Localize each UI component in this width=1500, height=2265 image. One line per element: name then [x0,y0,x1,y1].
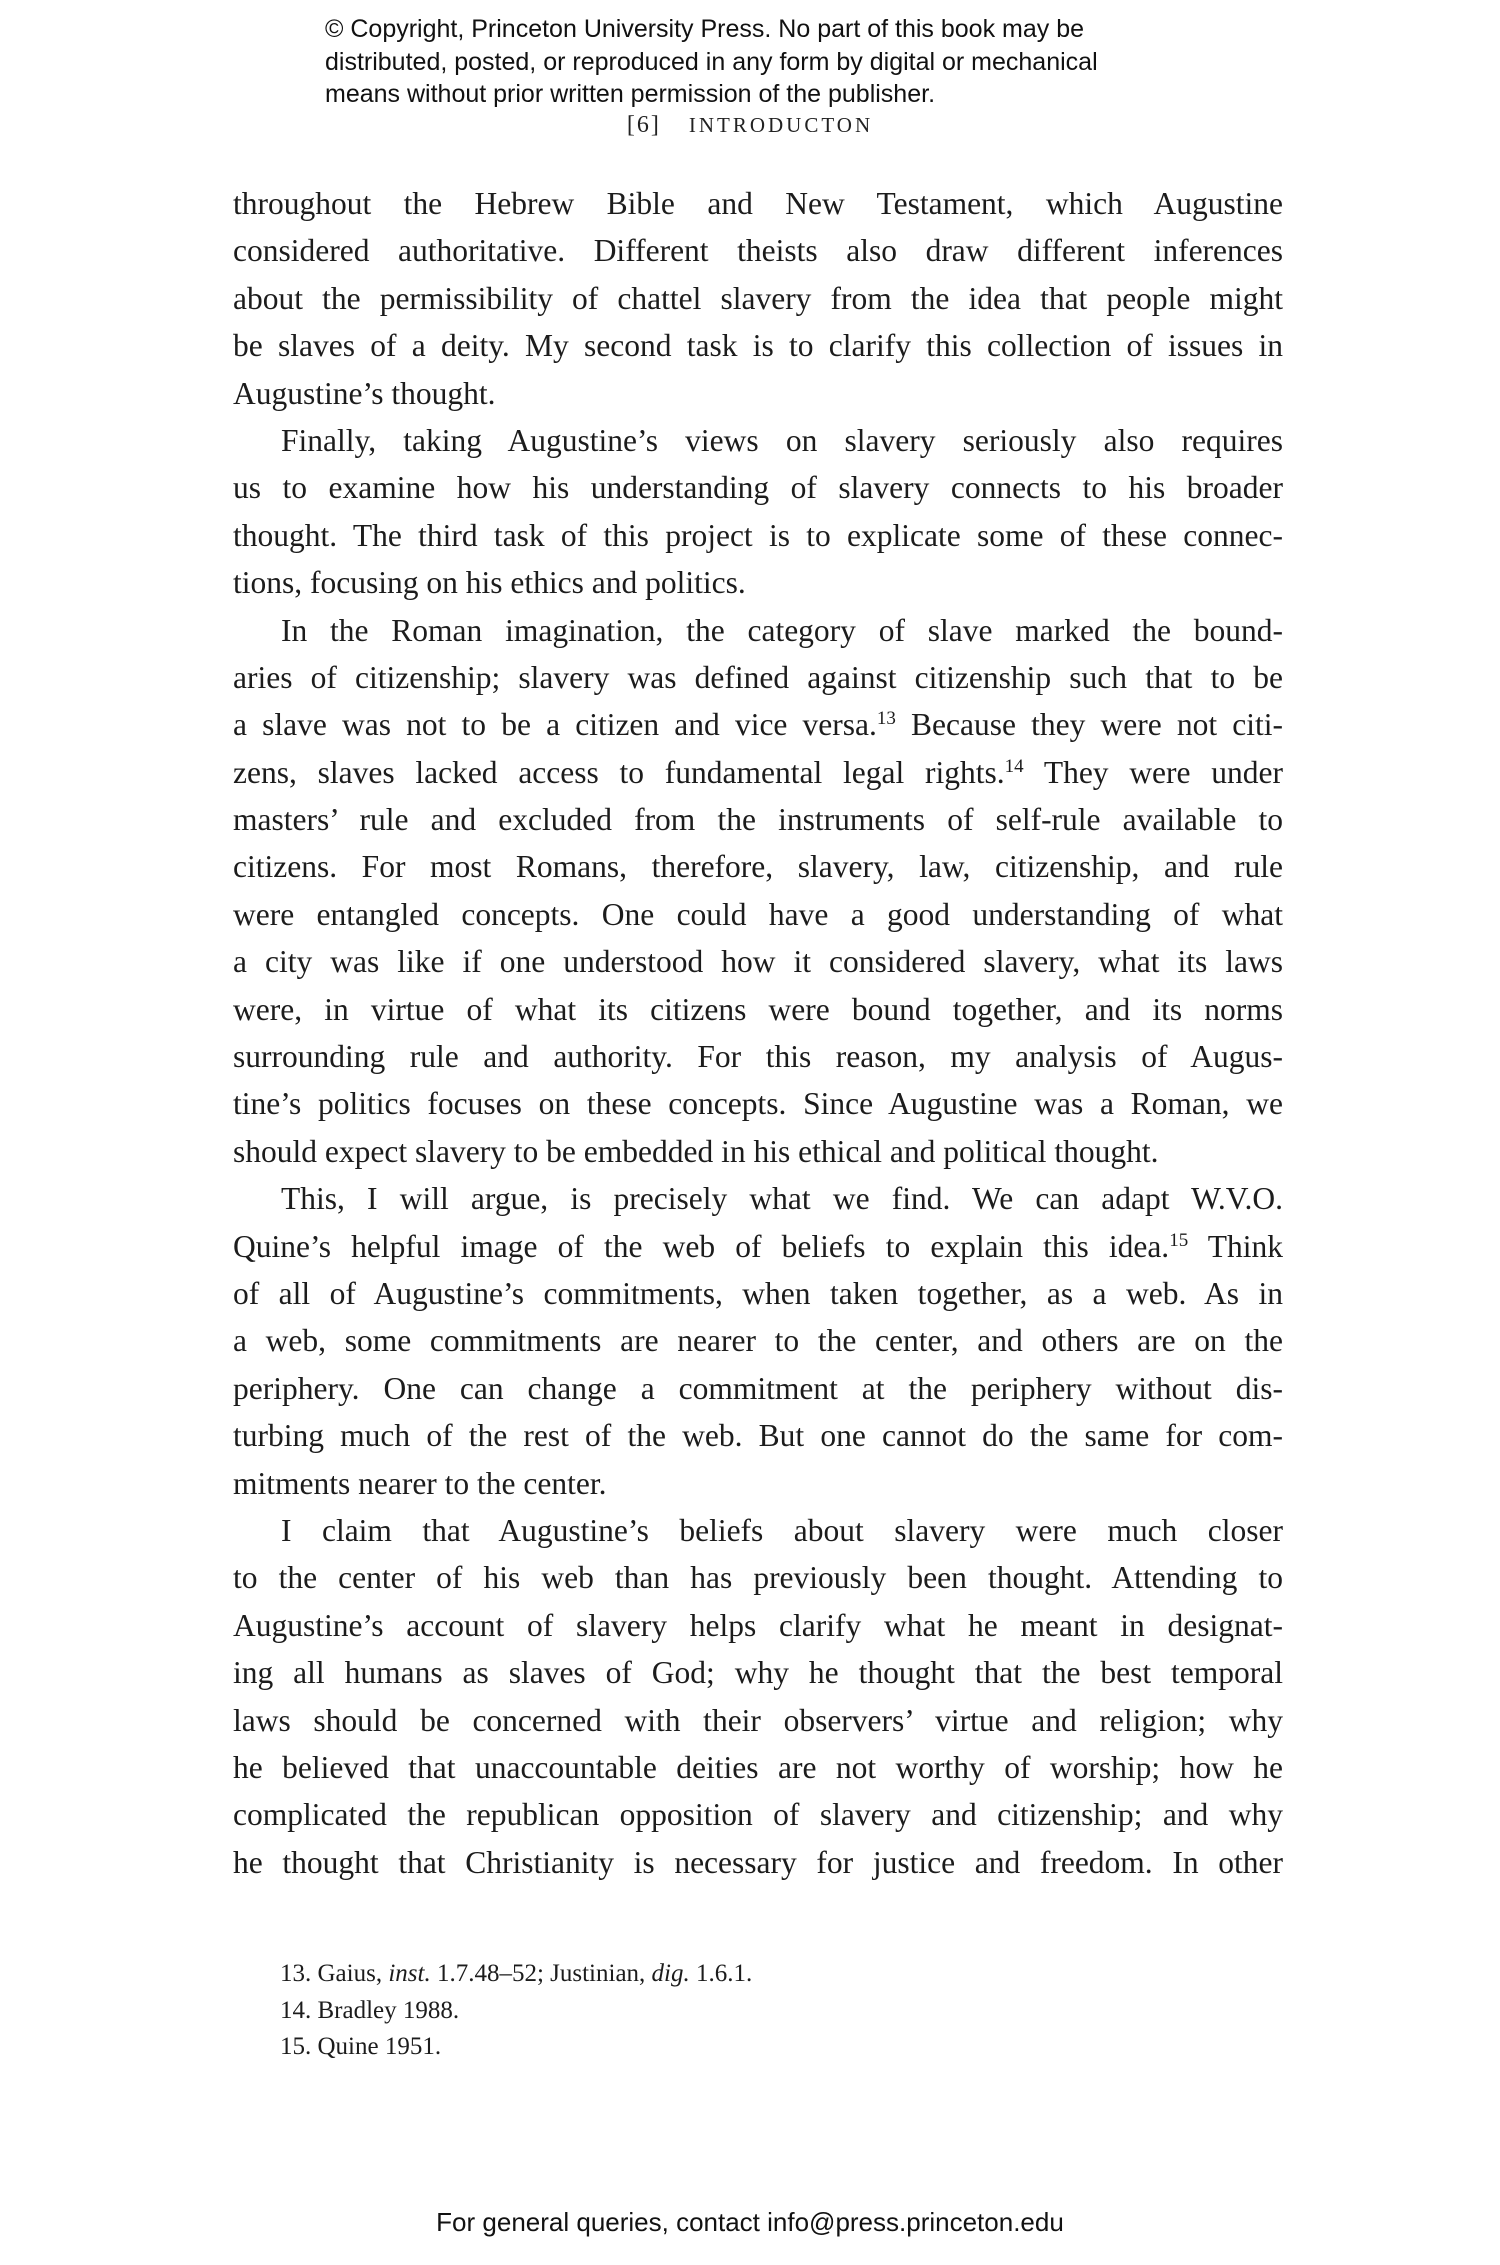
body-line-text: In the Roman imagination, the category of slave marked the bound- [281,612,1283,648]
section-title: INTRODUCTON [688,113,874,137]
footnote-text: dig. [651,1960,690,1987]
body-line [233,1602,1283,1649]
body-line-text: should expect slavery to be embedded in his ethical and political thought. [233,1133,1159,1169]
body-line [233,891,1283,938]
footnote-marker[interactable]: 15 [1169,1229,1189,1251]
body-line-text: complicated the republican opposition of slavery and citizenship; and why [233,1797,1283,1833]
body-line-text: he thought that Christianity is necessary for justice and freedom. In other [233,1844,1283,1880]
body-line-text: tine’s politics focuses on these concepts. Since Augustine was a Roman, we [233,1086,1283,1122]
body-line [233,1791,1283,1838]
footnote-text: 1.7.48–52; Justinian, [430,1960,652,1987]
body-line-text: This, I will argue, is precisely what we find. We can adapt W.V.O. [281,1181,1283,1217]
body-line [233,180,1283,227]
body-line-text: periphery. One can change a commitment at the periphery without dis- [233,1370,1283,1406]
body-line-text: considered authoritative. Different theists also draw different inferences [233,233,1283,269]
body-line [233,1839,1283,1886]
body-line [233,1554,1283,1601]
footnote [280,1993,752,2030]
footnote-text: Bradley 1988. [311,1996,460,2024]
footnote [280,1956,752,1993]
body-line-text: laws should be concerned with their observers’ virtue and religion; why [233,1702,1283,1738]
body-line [233,986,1283,1033]
body-line [233,1460,1283,1507]
body-line [233,1412,1283,1459]
footer-contact: For general queries, contact info@press.princeton.edu [436,2207,1064,2237]
body-line [233,227,1283,274]
footnote-text: Gaius, [311,1960,389,1987]
body-text [233,180,1283,1886]
footnote-marker[interactable]: 14 [1004,755,1024,777]
footnote-text: inst. [388,1960,431,1987]
body-line [233,1033,1283,1080]
body-line [233,1649,1283,1696]
body-line-text: turbing much of the rest of the web. But one cannot do the same for com- [233,1418,1283,1454]
footnote [280,2029,752,2066]
body-line [233,1507,1283,1554]
body-line-text: Quine’s helpful image of the web of beliefs to explain this idea. [233,1228,1170,1264]
body-line-text: I claim that Augustine’s beliefs about slavery were much closer [281,1512,1283,1548]
body-line-text: citizens. For most Romans, therefore, slavery, law, citizenship, and rule [233,849,1283,885]
body-line [233,796,1283,843]
body-line [233,370,1283,417]
body-line [233,1080,1283,1127]
body-line-text: a city was like if one understood how it considered slavery, what its laws [233,944,1283,980]
body-line [233,559,1283,606]
footnote-text: Quine 1951. [311,2033,442,2060]
body-line-text: of all of Augustine’s commitments, when taken together, as a web. As in [233,1275,1283,1311]
copyright-line: distributed, posted, or reproduced in any form by digital or mechanical [325,47,1098,76]
body-line [233,1175,1283,1222]
body-line [233,654,1283,701]
body-line [233,1365,1283,1412]
body-line-text: Think [1188,1228,1283,1264]
body-line-text: tions, focusing on his ethics and politics. [233,565,746,601]
body-line-text: were entangled concepts. One could have a good understanding of what [233,896,1283,932]
body-line-text: to the center of his web than has previously been thought. Attending to [233,1560,1283,1596]
body-line-text: about the permissibility of chattel slavery from the idea that people might [233,280,1283,316]
body-line-text: They were under [1023,754,1284,790]
body-line-text: were, in virtue of what its citizens were bound together, and its norms [233,991,1283,1027]
footnotes [280,1956,752,2066]
body-line [233,1223,1283,1270]
body-line [233,275,1283,322]
body-line [233,417,1283,464]
body-line [233,843,1283,890]
body-line-text: ing all humans as slaves of God; why he thought that the best temporal [233,1655,1283,1691]
body-line-text: mitments nearer to the center. [233,1465,607,1501]
body-line [233,1128,1283,1175]
body-line-text: be slaves of a deity. My second task is to clarify this collection of issues in [233,328,1283,364]
body-line-text: surrounding rule and authority. For this reason, my analysis of Augus- [233,1039,1283,1075]
footnote-number: 14. [280,1996,312,2024]
body-line [233,1697,1283,1744]
running-head [0,112,1500,139]
body-line [233,607,1283,654]
body-line-text: Augustine’s thought. [233,375,496,411]
footnote-number: 15. [280,2033,312,2060]
body-line-text: a web, some commitments are nearer to the center, and others are on the [233,1323,1283,1359]
footnote-marker[interactable]: 13 [876,708,896,730]
copyright-line: means without prior written permission of the publisher. [325,80,936,108]
body-line-text: Finally, taking Augustine’s views on slavery seriously also requires [281,422,1283,458]
body-line-text: us to examine how his understanding of slavery connects to his broader [233,470,1283,506]
footnote-text: 1.6.1. [689,1960,753,1987]
body-line-text: throughout the Hebrew Bible and New Testament, which Augustine [233,186,1283,221]
body-line [233,322,1283,369]
body-line [233,701,1283,748]
body-line-text: Augustine’s account of slavery helps clarify what he meant in designat- [233,1607,1283,1643]
body-line-text: masters’ rule and excluded from the instruments of self-rule available to [233,802,1283,838]
copyright-notice [325,13,1225,111]
page-number: [6] [626,112,661,138]
body-line [233,464,1283,511]
body-line-text: Because they were not citi- [895,707,1283,743]
body-line [233,1317,1283,1364]
copyright-line: © Copyright, Princeton University Press. No part of this book may be [325,15,1085,43]
body-line [233,938,1283,985]
body-line [233,512,1283,559]
footnote-number: 13. [280,1960,312,1987]
body-line [233,1270,1283,1317]
body-line-text: aries of citizenship; slavery was defined against citizenship such that to be [233,659,1283,695]
body-line-text: zens, slaves lacked access to fundamental legal rights. [233,754,1005,790]
body-line-text: thought. The third task of this project is to explicate some of these connec- [233,517,1283,553]
body-line [233,749,1283,796]
body-line-text: a slave was not to be a citizen and vice versa. [233,707,877,743]
body-line-text: he believed that unaccountable deities are not worthy of worship; how he [233,1749,1283,1785]
body-line [233,1744,1283,1791]
